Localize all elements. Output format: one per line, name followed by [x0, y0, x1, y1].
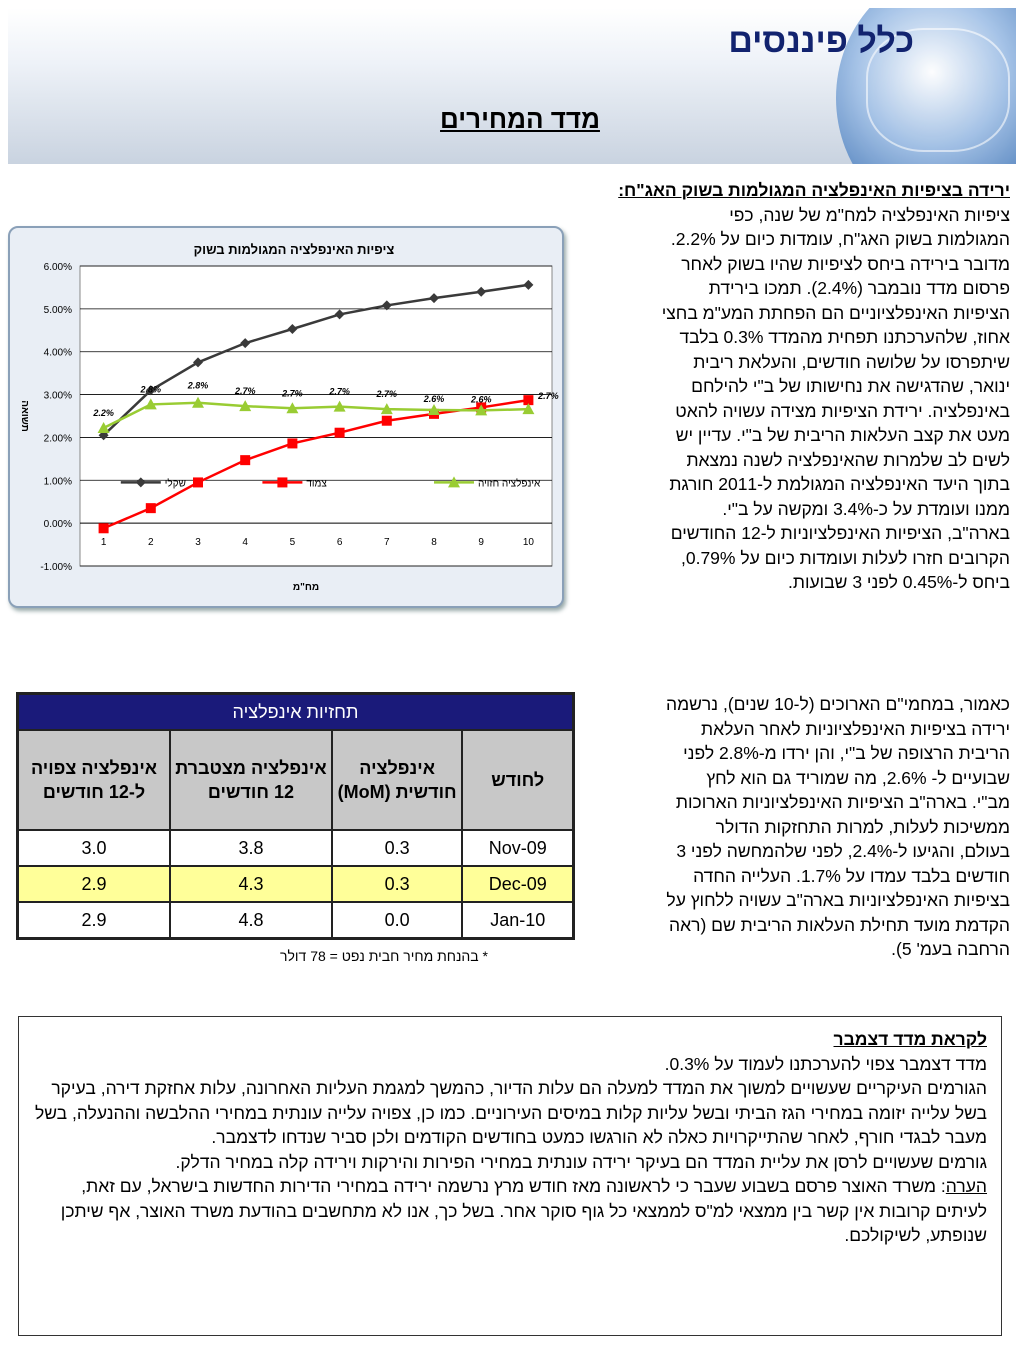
december-para1: הגורמים העיקריים שעשויים למשוך את המדד למעלה הם עלות הדיור, כהמשך למגמת העליות האחרונה, עלות אחזקת דירה, בעיקר בשל עלייה יזומה במחירי הגז הביתי ובשל עליות קלות במיסים העירוניים. כמו כן, צפויה עלייה עונתית במחירי ההלבשה וההנעלה, בשל מעבר לבגדי חורף, לאחר שהתייקרויות כאלה לא הורגשו כמעט בחודשים הקודמים ולכן סביר שנדחו לדצמבר. [34, 1078, 987, 1147]
data-label: 2.7% [282, 388, 303, 399]
inflation-expectations-chart [8, 226, 564, 608]
text-line: ביחס ל-0.45% לפני 3 שבועות. [787, 572, 1010, 592]
text-line: מעט את קצב העלאות הריבית של ב"י. עדיין יש [675, 425, 1010, 445]
table-header-cumulative: אינפלציה מצטברת 12 חודשים [170, 730, 332, 830]
table-cell: 4.8 [170, 902, 332, 939]
intro-heading: ירידה בציפיות האינפלציה המגולמות בשוק האג"ח: [618, 180, 1010, 200]
intro-section [590, 178, 1010, 595]
data-point [193, 477, 203, 487]
chart-ylabel: תשואה [19, 400, 30, 432]
text-line: הקרובים חזרו לעלות ועומדות כיום על 0.79%, [680, 547, 1010, 568]
page-title: מדד המחירים [440, 104, 600, 134]
data-point [240, 455, 250, 465]
chart-svg [10, 228, 562, 606]
text-line: הרחבה בעמ' 5). [891, 939, 1010, 959]
legend-label: שקלי [164, 478, 186, 490]
long-term-section [590, 692, 1010, 962]
note-text: : משרד האוצר פרסם בשבוע שעבר כי לראשונה מאז חודש מרץ נרשמה ירידה במחירי הדירות החדשות בישראל, עם זאת, לעיתים קרובות אין קשר בין ממצאי למ"ס לממצאי כל גוף סוקר אחר. בשל כך, אנו לא מתחשבים בהודעת משרד האוצר, אף שיתכן שנופתע, לשיקולכם. [60, 1176, 987, 1245]
y-tick-label: 0.00% [43, 519, 72, 531]
table-cell: 0.3 [332, 866, 463, 902]
intro-body [590, 203, 1010, 595]
x-tick-label: 9 [478, 537, 484, 549]
text-line: ירידה בציפיות האינפלציוניות לאחר העלאת [701, 718, 1010, 739]
table-cell: Nov-09 [462, 830, 573, 866]
data-point [287, 438, 297, 448]
brand-logo-text: כלל פיננסים [728, 22, 914, 60]
data-label: 2.7% [376, 389, 398, 400]
text-line: הריבית הרצופה של ב"י, והן ירדו מ-2.8% לפני [683, 743, 1010, 763]
legend-label: אינפלציה חזויה [478, 478, 541, 490]
text-line: באינפלציה. ירידת הציפיות מצידה עשויה להאט [675, 400, 1010, 421]
table-header-mom: אינפלציה חודשית (MoM) [332, 730, 463, 830]
text-line: לשים לב שלמרות שהאינפלציה לשנה נמצאת [686, 449, 1010, 470]
inflation-forecast-table [16, 692, 575, 940]
text-line: ממשיכות לעלות, למרות התחזקות הדולר [715, 816, 1010, 837]
data-label: 2.2% [93, 408, 114, 418]
text-line: מב"י. בארה"ב הציפיות האינפלציוניות הארוכות [675, 792, 1010, 812]
text-line: בארה"ב, הציפיות האינפלציוניות ל-12 החודשים [670, 523, 1010, 543]
y-tick-label: 3.00% [43, 390, 72, 402]
text-line: פרסום מדד נובמבר (2.4%). תמכו בירידת [708, 278, 1010, 298]
table-cell: Jan-10 [462, 902, 573, 939]
table-cell: 0.0 [332, 902, 463, 939]
table-footnote: * בהנחת מחיר חבית נפט = 78 דולר [280, 948, 489, 964]
text-line: כאמור, במחמי"ם הארוכים (ל-10 שנים), נרשמה [666, 694, 1010, 714]
table-cell: 2.9 [18, 866, 171, 902]
text-line: שיתפרסו על שלושה חודשים, והעלאת ריבית [693, 351, 1010, 372]
text-line: בציפיות האינפלציוניות בארה"ב עשויה ללחוץ על [666, 890, 1010, 910]
data-label: 2.6% [470, 394, 492, 405]
table-cell: 3.0 [18, 830, 171, 866]
note-label: הערה [945, 1176, 987, 1196]
table-header-expected: אינפלציה צפויה ל-12 חודשים [18, 730, 171, 830]
december-line1: מדד דצמבר צפוי להערכתנו לעמוד על 0.3%. [664, 1053, 987, 1074]
y-tick-label: -1.00% [40, 562, 72, 573]
text-line: בעולם, והגיעו ל-2.4%, לפני שלהמחשה לפני 3 [676, 841, 1010, 861]
text-line: חודשים בלבד עמדו על 1.7%. העלייה החדה [693, 865, 1010, 886]
text-line: אחוז, שלהערכתנו תפחית מהמדד 0.3% בלבד [679, 327, 1010, 347]
x-tick-label: 8 [431, 537, 437, 549]
x-tick-label: 6 [336, 537, 343, 549]
x-tick-label: 7 [384, 537, 390, 549]
chart-xlabel: מח"מ [292, 582, 320, 593]
chart-title: ציפיות האינפלציה המגולמות בשוק [193, 242, 395, 257]
data-label: 2.7% [329, 386, 350, 397]
text-line: הקדמת מועד תחילת העלאות הריבית שם (ראה [669, 914, 1010, 935]
y-tick-label: 4.00% [43, 347, 72, 359]
data-point [99, 523, 109, 533]
x-tick-label: 5 [289, 537, 296, 549]
table-caption: תחזיות אינפלציה [18, 694, 574, 731]
text-line: בתוך היעד האינפלציה המגולמת ל-2011 חורגת [669, 474, 1010, 494]
y-tick-label: 2.00% [43, 433, 72, 445]
table-row-highlighted [18, 866, 574, 902]
data-label: 2.7% [234, 386, 256, 397]
december-para2: גורמים שעשויים לרסן את עליית המדד הם בעיקר ירידה עונתית במחירי הפירות והירקות וירידה קלה במחיר הדלק. [175, 1151, 987, 1172]
data-point [382, 416, 392, 426]
x-tick-label: 10 [522, 537, 534, 549]
x-tick-label: 1 [100, 537, 107, 549]
legend-label: צמוד [306, 478, 327, 490]
table-row [18, 830, 574, 866]
x-tick-label: 3 [195, 537, 201, 549]
y-tick-label: 5.00% [43, 304, 72, 316]
text-line: הציפיות האינפלציוניים הם הפחתת המע"מ בחצי [661, 302, 1010, 323]
text-line: המגולמות בשוק האג"ח, עומדות כיום על 2.2%. [670, 229, 1010, 249]
table-cell: 3.8 [170, 830, 332, 866]
y-tick-label: 1.00% [43, 476, 72, 488]
legend-marker [277, 477, 287, 487]
data-label: 2.7% [538, 391, 559, 402]
data-label: 2.8% [187, 380, 209, 391]
december-outlook-box [18, 1016, 1002, 1336]
december-heading: לקראת מדד דצמבר [833, 1029, 987, 1049]
data-label: 2.6% [423, 394, 445, 404]
text-line: מדובר בירידה ביחס לציפיות שהיו בשוק לאחר [681, 253, 1010, 274]
table-cell: 4.3 [170, 866, 332, 902]
text-line: ינואר, שהדגישה את נחישותו של ב"י להילחם [691, 376, 1010, 396]
data-point [146, 503, 156, 513]
data-point [335, 428, 345, 438]
text-line: ממנו ועומדת על כ-3.4% ומקשה על ב"י. [722, 498, 1010, 519]
x-tick-label: 4 [242, 537, 248, 549]
y-tick-label: 6.00% [43, 262, 72, 273]
plot-area [80, 266, 552, 566]
x-tick-label: 2 [148, 537, 154, 549]
long-term-body [590, 692, 1010, 962]
table-cell: Dec-09 [462, 866, 573, 902]
data-label: 2.8% [140, 384, 162, 395]
december-note [33, 1174, 987, 1248]
text-line: ציפיות האינפלציה למח"מ של שנה, כפי [729, 204, 1010, 225]
table-header-month: לחודש [462, 730, 573, 830]
table-row [18, 902, 574, 939]
table-cell: 0.3 [332, 830, 463, 866]
text-line: שבועיים ל- 2.6%, מה שמוריד גם הוא לחץ [706, 767, 1010, 788]
table-cell: 2.9 [18, 902, 171, 939]
